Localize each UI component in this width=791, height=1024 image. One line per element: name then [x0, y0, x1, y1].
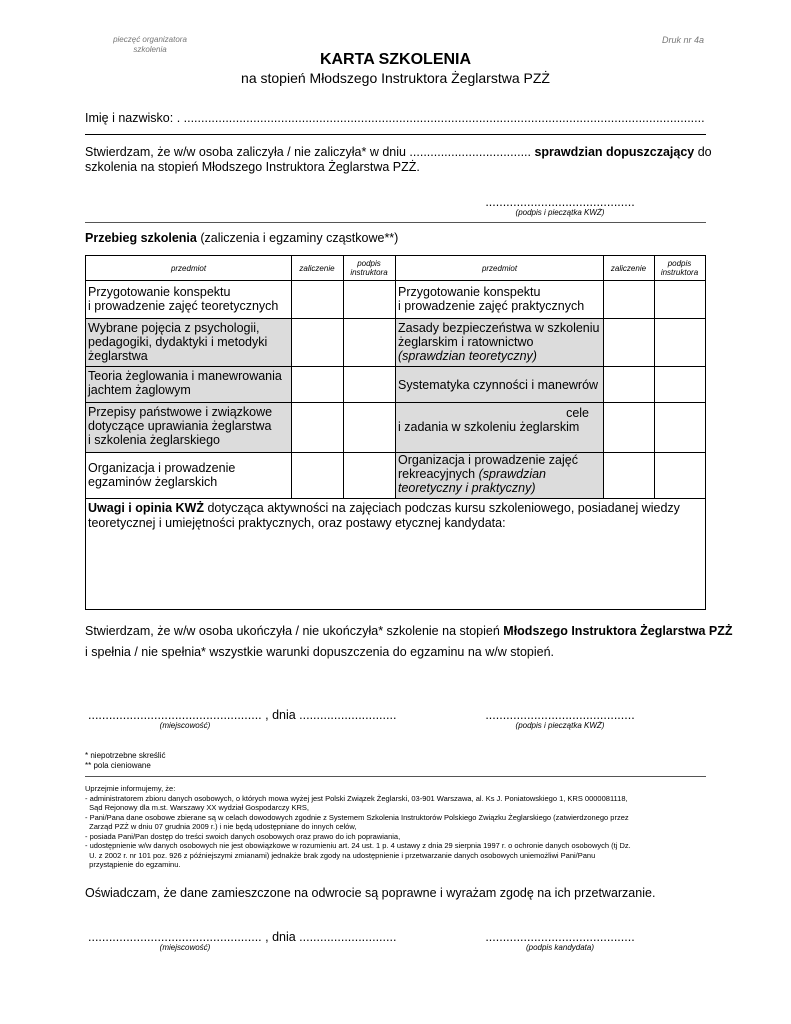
consent-statement: Oświadczam, że dane zamieszczone na odwrocie są poprawne i wyrażam zgodę na ich przetwarzanie.	[85, 886, 656, 900]
admission-bold: sprawdzian dopuszczający	[534, 145, 695, 159]
header-subject-left: przedmiot	[170, 263, 207, 273]
completion-bold: Młodszego Instruktora	[503, 624, 637, 638]
divider	[85, 222, 706, 223]
grid-line	[654, 256, 655, 498]
subject-line: jachtem żaglowym	[88, 383, 191, 397]
admission-end: do	[697, 145, 712, 159]
admission-statement	[85, 145, 710, 160]
header-pass-right: zaliczenie	[610, 263, 647, 273]
candidate-signature-line[interactable]: ...........................................	[485, 930, 635, 944]
course-table	[85, 255, 706, 610]
grid-line	[291, 402, 705, 403]
remarks-field[interactable]	[88, 501, 703, 531]
place-date-field[interactable]: .................................................. , dnia ............................	[88, 708, 397, 722]
gdpr-line: Sąd Rejonowy dla m.st. Warszawy XX wydział Gospodarczy KRS,	[85, 803, 309, 812]
subject-line: pedagogiki, dydaktyki i metodyki	[88, 335, 268, 349]
subject-line: i zadania w szkoleniu żeglarskim	[398, 420, 580, 434]
remarks-text: dotycząca aktywności na zajęciach podczas kursu szkoleniowego, posiadanej wiedzy	[207, 501, 680, 515]
footnote-1: * niepotrzebne skreślić	[85, 751, 166, 760]
subject-line: Organizacja i prowadzenie	[88, 461, 236, 475]
subject-right-2	[396, 319, 603, 365]
divider	[85, 134, 706, 135]
header-sign-line2: instruktora	[350, 268, 388, 277]
header-sign-left	[343, 256, 395, 280]
progress-heading-rest: (zaliczenia i egzaminy cząstkowe**)	[200, 231, 399, 245]
subject-line: żeglarstwa	[88, 349, 148, 363]
place-date-field[interactable]: .................................................. , dnia ............................	[88, 930, 397, 944]
admission-signature-caption: (podpis i pieczątka KWŻ)	[515, 208, 605, 217]
subject-line: Przepisy państwowe i związkowe	[88, 405, 273, 419]
remarks-text: teoretycznej i umiejętności praktycznych, oraz postawy etycznej kandydata:	[88, 516, 506, 530]
completion-end: Żeglarstwa PZŻ	[640, 624, 733, 638]
divider	[85, 776, 706, 777]
gdpr-line: przystąpienie do egzaminu.	[85, 860, 181, 869]
gdpr-line: Zarząd PZŻ w dniu 07 grudnia 2009 r.) i nie będą udostępniane do innych celów,	[85, 822, 357, 831]
grid-line	[343, 256, 344, 498]
kwz-signature-line[interactable]: ...........................................	[485, 708, 635, 722]
remarks-label: Uwagi i opinia KWŻ	[88, 501, 204, 515]
grid-line	[86, 498, 705, 499]
header-sign-line2: instruktora	[660, 268, 699, 277]
subject-line-italic: teoretyczny i praktyczny)	[398, 481, 536, 495]
subject-line-italic: (sprawdzian	[478, 467, 546, 481]
admission-line2: szkolenia na stopień Młodszego Instruktora Żeglarstwa PZŻ.	[85, 160, 420, 174]
subject-line: Wybrane pojęcia z psychologii,	[88, 321, 260, 335]
name-field[interactable]: Imię i nazwisko: . ......................................................................................................................................................	[85, 111, 705, 125]
gdpr-line: - posiada Pani/Pan dostęp do treści swoich danych osobowych oraz prawo do ich poprawiania,	[85, 831, 401, 841]
page-title: KARTA SZKOLENIA	[319, 51, 472, 68]
gdpr-line: - administratorem zbioru danych osobowych, o których mowa wyżej jest Polski Związek Żeglarski, 03-901 Warszawa, al. Ks J. Poniatowskiego 1, KRS 0000081118,	[85, 793, 628, 803]
place-caption: (miejscowość)	[159, 721, 211, 730]
stamp-label-line1: pieczęć organizatora	[113, 35, 187, 44]
stamp-label-line2: szkolenia	[133, 45, 167, 54]
completion-line2: i spełnia / nie spełnia* wszystkie warunki dopuszczenia do egzaminu na w/w stopień.	[85, 645, 555, 659]
subject-left-1	[86, 283, 291, 315]
page-subtitle: na stopień Młodszego Instruktora Żeglarstwa PZŻ	[241, 70, 550, 86]
header-sign-right	[654, 256, 705, 280]
subject-line: dotyczące uprawiania żeglarstwa	[88, 419, 272, 433]
subject-line: i szkolenia żeglarskiego	[88, 433, 221, 447]
completion-text: Stwierdzam, że w/w osoba ukończyła / nie ukończyła* szkolenie na stopień	[85, 624, 500, 638]
header-sign-line1: podpis	[667, 259, 692, 268]
subject-line: cele	[566, 406, 589, 420]
progress-heading-bold: Przebieg szkolenia	[85, 231, 197, 245]
gdpr-line: - Pani/Pana dane osobowe zbierane są w celach dowodowych zgodnie z Systemem Szkolenia Instruktorów Polskiego Związku Żeglarskiego (zatwierdzonego przez	[85, 812, 629, 822]
header-pass-left: zaliczenie	[299, 263, 335, 273]
gdpr-line: - udostępnienie w/w danych osobowych nie jest obowiązkowe w rozumieniu art. 24 ust. 1 p. 4 ustawy z dnia 29 sierpnia 1997 r. o ochronie danych osobowych (tj Dz.	[85, 841, 631, 850]
completion-statement	[85, 624, 733, 639]
admission-signature-line[interactable]: ...........................................	[485, 195, 635, 209]
candidate-signature-caption: (podpis kandydata)	[525, 943, 595, 952]
subject-line: egzaminów żeglarskich	[88, 475, 218, 489]
subject-line: żeglarskim i ratownictwo	[398, 335, 534, 349]
subject-left-3	[86, 367, 291, 399]
subject-left-4	[86, 403, 291, 449]
subject-line: Teoria żeglowania i manewrowania	[88, 369, 282, 383]
subject-left-5	[86, 459, 291, 491]
subject-line-italic: (sprawdzian teoretyczny)	[398, 349, 537, 363]
subject-line: rekreacyjnych	[398, 467, 476, 481]
header-subject-right: przedmiot	[481, 263, 518, 273]
place-caption: (miejscowość)	[159, 943, 211, 952]
subject-left-2	[86, 319, 291, 365]
grid-line	[86, 280, 705, 281]
subject-right-4	[396, 404, 603, 436]
subject-line: Zasady bezpieczeństwa w szkoleniu	[398, 321, 600, 335]
admission-text: Stwierdzam, że w/w osoba zaliczyła / nie zaliczyła* w dniu ...................................	[85, 145, 531, 159]
kwz-signature-caption: (podpis i pieczątka KWŻ)	[515, 721, 605, 730]
subject-line: Systematyka czynności i manewrów	[398, 378, 599, 392]
gdpr-line: U. z 2002 r. nr 101 poz. 926 z późniejszymi zmianami) jednakże brak zgody na udostępnienie i przetwarzanie danych osobowych uniemożliwi Pani/Panu	[85, 850, 596, 860]
subject-line: i prowadzenie zajęć teoretycznych	[88, 299, 279, 313]
progress-heading	[85, 231, 398, 246]
subject-line: Przygotowanie konspektu	[398, 285, 541, 299]
gdpr-notice	[85, 784, 715, 870]
subject-line: i prowadzenie zajęć praktycznych	[398, 299, 585, 313]
footnote-2: ** pola cieniowane	[85, 761, 151, 770]
subject-right-1	[396, 283, 603, 315]
form-number: Druk nr 4a	[661, 35, 704, 45]
subject-right-5	[396, 451, 603, 497]
gdpr-intro: Uprzejmie informujemy, że:	[85, 784, 176, 793]
subject-right-3	[396, 376, 603, 394]
subject-line: Przygotowanie konspektu	[88, 285, 231, 299]
grid-line	[603, 256, 604, 498]
grid-line	[291, 256, 292, 498]
subject-line: Organizacja i prowadzenie zajęć	[398, 453, 578, 467]
header-sign-line1: podpis	[357, 259, 381, 268]
